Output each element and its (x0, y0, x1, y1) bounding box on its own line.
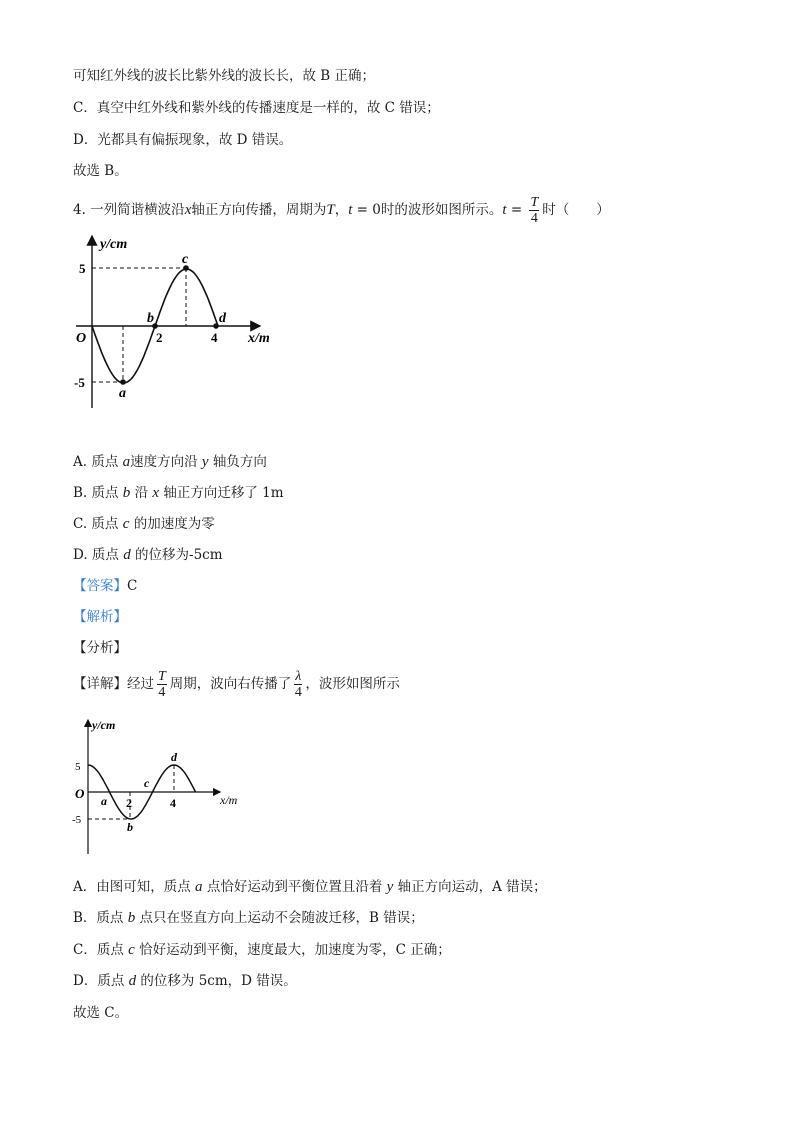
x-tick-4: 4 (170, 796, 176, 810)
option-a: A. 质点 a速度方向沿 y 轴负方向 (73, 454, 267, 470)
option-d: D. 质点 d 的位移为-5cm (73, 547, 223, 563)
label-a: a (101, 794, 107, 808)
option-b: B. 质点 b 沿 x 轴正方向迁移了 1m (73, 485, 284, 501)
text-line: D．光都具有偏振现象，故 D 错误。 (73, 132, 293, 148)
explain-b: B．质点 b 点只在竖直方向上运动不会随波迁移，B 错误； (73, 910, 424, 926)
explain-c: C．质点 c 恰好运动到平衡，速度最大，加速度为零，C 正确； (73, 942, 451, 958)
question-stem: 4. 一列简谐横波沿x轴正方向传播，周期为T，t = 0时的波形如图所示。t = $\frac{T}{4}$ 时（ ） (73, 195, 610, 226)
label-c: c (144, 776, 150, 790)
text-line: C．真空中红外线和紫外线的传播速度是一样的，故 C 错误； (73, 100, 440, 116)
x-axis-label: x/m (220, 793, 238, 807)
label-d: d (171, 750, 177, 764)
analysis-label: 【解析】 (73, 609, 127, 625)
final-answer: 故选 C。 (73, 1005, 129, 1021)
x-axis-label: x/m (248, 331, 270, 346)
y-tick-neg5: -5 (72, 814, 82, 826)
fraction-T-over-4: $\frac{T}{4}$ (530, 195, 539, 226)
point-a (120, 379, 126, 385)
label-c: c (182, 252, 189, 267)
label-a: a (119, 386, 126, 401)
wave-figure-t0 (70, 230, 290, 410)
origin-label: O (75, 786, 85, 801)
fraction-T-over-4: $\frac{T}{4}$ (158, 669, 166, 700)
label-d: d (219, 311, 226, 326)
y-tick-neg5: -5 (74, 375, 85, 390)
point-d (213, 323, 219, 329)
text-line: 可知红外线的波长比紫外线的波长长，故 B 正确； (73, 68, 376, 84)
wave-figure-t-quarter (72, 714, 252, 856)
y-axis-label: y/cm (92, 718, 116, 732)
detail-line: 【详解】经过 $\frac{T}{4}$ 周期，波向右传播了 $\frac{\lambda}{4}$ ，波形如图所示 (73, 669, 400, 700)
fraction-lambda-over-4: $\frac{\lambda}{4}$ (294, 669, 302, 700)
explain-d: D．质点 d 的位移为 5cm，D 错误。 (73, 973, 297, 989)
x-tick-2: 2 (126, 796, 132, 810)
option-c: C. 质点 c 的加速度为零 (73, 516, 215, 532)
y-tick-5: 5 (75, 761, 81, 773)
label-b: b (147, 311, 154, 326)
x-tick-2: 2 (156, 330, 163, 345)
text-line: 故选 B。 (73, 163, 128, 179)
fenxi-label: 【分析】 (73, 640, 127, 656)
y-tick-5: 5 (79, 261, 86, 276)
analysis-line (73, 607, 127, 627)
answer-line: 【答案】C (73, 578, 138, 594)
origin-label: O (76, 331, 87, 346)
answer-label: 【答案】 (73, 578, 127, 594)
y-axis-label: y/cm (100, 237, 128, 252)
label-b: b (127, 820, 133, 834)
fenxi-line (73, 638, 127, 658)
explain-a: A．由图可知，质点 a 点恰好运动到平衡位置且沿着 y 轴正方向运动，A 错误； (73, 879, 547, 895)
x-tick-4: 4 (211, 330, 218, 345)
